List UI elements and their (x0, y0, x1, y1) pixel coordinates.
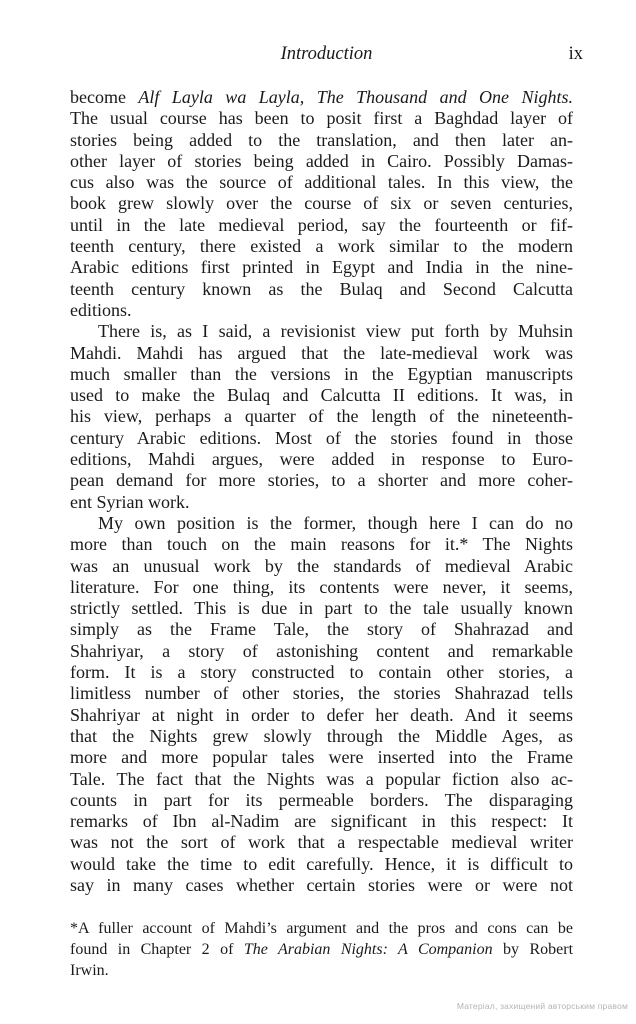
text-line: book grew slowly over the course of six or seven centuries, (70, 193, 573, 214)
paragraph (70, 87, 573, 321)
text-line: pean demand for more stories, to a shorter and more coher- (70, 470, 573, 491)
text-line: The usual course has been to posit first a Baghdad layer of (70, 108, 573, 129)
footnote (70, 918, 573, 981)
text-line: become Alf Layla wa Layla, The Thousand and One Nights. (70, 87, 573, 107)
text-line: literature. For one thing, its contents were never, it seems, (70, 576, 573, 597)
text-line: say in many cases whether certain stories were or were not (70, 874, 573, 895)
text-line: that the Nights grew slowly through the Middle Ages, as (70, 725, 573, 746)
text-line: used to make the Bulaq and Calcutta II editions. It was, in (70, 385, 573, 406)
paragraph (70, 513, 573, 896)
text-line: was an unusual work by the standards of medieval Arabic (70, 555, 573, 576)
text-line: My own position is the former, though here I can do no (98, 512, 573, 533)
text-line: strictly settled. This is due in part to the tale usually known (70, 598, 573, 619)
text-line: would take the time to edit carefully. Hence, it is difficult to (70, 853, 573, 874)
page-header (70, 44, 583, 68)
text-line: counts in part for its permeable borders. The disparaging (70, 789, 573, 810)
paragraph (70, 321, 573, 513)
text-line: editions, Mahdi argues, were added in response to Euro- (70, 449, 573, 470)
text-line: more and more popular tales were inserted into the Frame (70, 747, 573, 768)
body-text (70, 87, 573, 896)
text-line: century Arabic editions. Most of the stories found in those (70, 427, 573, 448)
copyright-watermark: Матеріал, захищений авторським правом (456, 1001, 628, 1011)
text-line: There is, as I said, a revisionist view put forth by Muhsin (98, 321, 573, 342)
text-line: *A fuller account of Mahdi’s argument and the pros and cons can be (70, 920, 573, 937)
text-line: editions. (70, 299, 132, 320)
text-line: until in the late medieval period, say the fourteenth or fif- (70, 214, 573, 235)
text-line: simply as the Frame Tale, the story of Shahrazad and (70, 619, 573, 640)
page-number: ix (568, 44, 583, 64)
text-line: Tale. The fact that the Nights was a popular fiction also ac- (70, 768, 573, 789)
text-line: Shahriyar, a story of astonishing content and remarkable (70, 640, 573, 661)
text-line: remarks of Ibn al-Nadim are significant in this respect: It (70, 811, 573, 832)
text-line: Shahriyar at night in order to defer her death. And it seems (70, 704, 573, 725)
text-line: form. It is a story constructed to contain other stories, a (70, 662, 573, 683)
text-line: Arabic editions first printed in Egypt and India in the nine- (70, 257, 573, 278)
text-line: found in Chapter 2 of The Arabian Nights: A Companion by Robert (70, 941, 574, 958)
text-line: teenth century, there existed a work similar to the modern (70, 236, 573, 257)
text-line: more than touch on the main reasons for it.* The Nights (70, 534, 573, 555)
text-line: stories being added to the translation, and then later an- (70, 129, 573, 150)
text-line: his view, perhaps a quarter of the length of the nineteenth- (70, 406, 573, 427)
text-line: was not the sort of work that a respectable medieval writer (70, 832, 573, 853)
text-line: teenth century known as the Bulaq and Second Calcutta (70, 278, 573, 299)
text-line: much smaller than the versions in the Egyptian manuscripts (70, 363, 573, 384)
text-line: Irwin. (70, 962, 109, 979)
text-line: cus also was the source of additional tales. In this view, the (70, 172, 573, 193)
text-line: limitless number of other stories, the stories Shahrazad tells (70, 683, 573, 704)
page-title: Introduction (280, 44, 373, 64)
text-line: Mahdi. Mahdi has argued that the late-medieval work was (70, 342, 573, 363)
text-line: ent Syrian work. (70, 491, 190, 512)
text-line: other layer of stories being added in Cairo. Possibly Damas- (70, 150, 573, 171)
